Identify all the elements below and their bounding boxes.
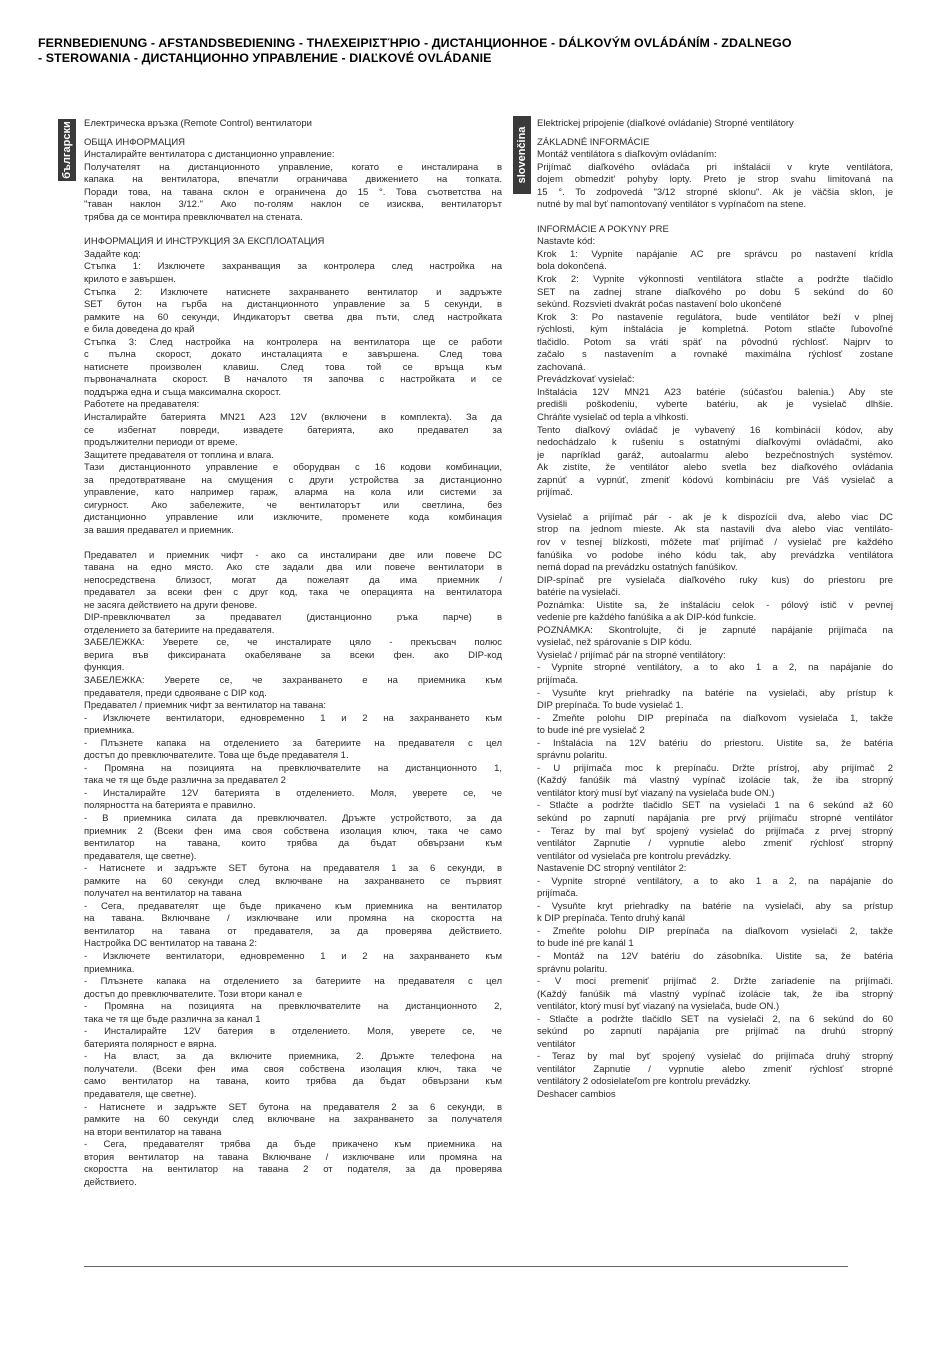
text-line: Tento diaľkový ovládač je vybavený 16 kombinácií kódov, aby — [537, 424, 893, 436]
text-line: е била доведена до край — [84, 324, 195, 336]
text-line: (Každý fanúšik má vlastný vypínač izolácie tak, že iba stropný — [537, 775, 893, 787]
text-line: Електрическа връзка (Remote Control) вентилатори — [84, 118, 312, 129]
text-line: prijímač. — [537, 487, 573, 499]
text-line: предавател за всеки фен с друг код, така че операцията на вентилатора — [84, 587, 502, 599]
text-line: за вашия предавател и приемник. — [84, 524, 234, 536]
text-line: - Натиснете и задръжте SET бутона на предавателя 1 за 6 секунди, в — [84, 863, 502, 875]
text-line: prijímača. — [537, 888, 579, 900]
text-line: - На власт, за да включите приемника, 2. Дръжте телефона на — [84, 1051, 502, 1063]
text-line: тавана на едно място. Ако сте задали два или повече вентилатори в — [84, 562, 502, 574]
text-line: "таван наклон 3/12." Ако по-голям наклон се изисква, вентилаторът — [84, 199, 502, 211]
text-line: sekúnd. Rozsvieti dvakrát počas nastavení bolo ukončené — [537, 299, 782, 311]
text-line: ventilátor, ktorý musí byť viazaný na vysielača, bude ON.) — [537, 1001, 780, 1013]
text-line: nemá dopad na prevádzku ostatných fanúšikov. — [537, 562, 738, 574]
text-line: поддържа една и съща максимална скорост. — [84, 386, 281, 398]
text-line: - Vysuňte kryt priehradky na batérie na vysielači, aby prístup k — [537, 687, 893, 699]
text-line: DIP-превключвател за предавател (дистанционно ръка парче) в — [84, 612, 502, 624]
text-line: Инсталирайте вентилатора с дистанционно управление: — [84, 149, 335, 161]
text-line: - Teraz by mal byť spojený vysielač do prijímača druhý stropný — [537, 1051, 893, 1063]
text-line: Стъпка 2: Изключете натиснете захранването вентилатор и задръжте — [84, 286, 502, 298]
text-line: Krok 1: Vypnite napájanie AC pre správcu po nastavení krídla — [537, 248, 893, 260]
text-line: (Každý fanúšik má vlastný vypínač izolácie tak, že iba stropný — [537, 988, 893, 1000]
right-paragraph-1 — [537, 137, 893, 212]
language-tab-label: slovenčina — [516, 126, 528, 184]
text-line: Vysielač a prijímač pár - ak je k dispozícii dva, alebo viac DC — [537, 511, 893, 523]
text-line: INFORMÁCIE A POKYNY PRE — [537, 223, 669, 235]
right-paragraph-2 — [537, 224, 893, 500]
text-line: - Натиснете и задръжте SET бутона на предавателя 2 за 6 секунди, в — [84, 1101, 502, 1113]
text-line: ЗАБЕЛЕЖКА: Уверете се, че захранването е на приемника към — [84, 674, 502, 686]
text-line: Стъпка 1: Изключете захранващия за контролера след настройка на — [84, 261, 502, 273]
text-line: fanúšika vo podobe iného kódu tak, aby prevádzka ventilátora — [537, 549, 893, 561]
paragraph-gap — [84, 538, 502, 550]
text-line: ventilátor Zapnutie / vypnutie alebo zmeniť rýchlosť stropné — [537, 1063, 893, 1075]
text-line: Prevádzkovať vysielač: — [537, 374, 635, 386]
language-tab-bulgarian — [58, 119, 76, 181]
text-line: Получателят на дистанционното управление, когато е инсталирана в — [84, 161, 502, 173]
text-line: rov v tesnej blízkosti, môžete mať prijímač / vysielač pre každého — [537, 536, 893, 548]
right-paragraph-0 — [537, 118, 893, 131]
text-line: на тавана. Включване / изключване или промяна на скоростта на — [84, 913, 502, 925]
text-line: крилото е завършен. — [84, 274, 176, 286]
text-line: батерията полярност е вярна. — [84, 1038, 217, 1050]
text-line: предавателя, ще светне). — [84, 850, 197, 862]
text-line: се избегнат повреди, извадете батерията, ако предавател за — [84, 424, 502, 436]
text-line: - Teraz by mal byť spojený vysielač do prijímača z prvej stropný — [537, 825, 893, 837]
text-line: - Сега, предавателят трябва да бъде прикачено към приемника на — [84, 1139, 502, 1151]
text-line: SET бутон на гърба на дистанционното управление за 5 секунди, в — [84, 299, 502, 311]
text-line: - Vypnite stropné ventilátory, a to ako 1 a 2, na napájanie do — [537, 875, 893, 887]
text-line: - Inštalácia na 12V batériu do priestoru. Uistite sa, že batéria — [537, 737, 893, 749]
text-line: предавателя, ще светне). — [84, 1089, 197, 1101]
text-line: - В приемника силата да превключвател. Дръжте устройството, за да — [84, 812, 502, 824]
text-line: Настройка DC вентилатор на тавана 2: — [84, 938, 257, 950]
text-line: дистанционно управление или изключите, променете кода комбинация — [84, 512, 502, 524]
text-line: приемник 2 (Всеки фен има своя собствена изолация ключ, така че само — [84, 825, 502, 837]
text-line: - Промяна на позицията на превключвателите на дистанционното 1, — [84, 762, 502, 774]
text-line: полярността на батерията е правилно. — [84, 800, 256, 812]
text-line: получател на вентилатор на тавана — [84, 888, 242, 900]
bulgarian-column — [84, 118, 502, 1189]
text-line: отделението за батериите на предавателя. — [84, 624, 275, 636]
text-line: je napríklad garáž, autoalarmu alebo bezpečnostných systémov. — [537, 449, 893, 461]
text-line: така че тя ще бъде различна за предавател 2 — [84, 775, 286, 787]
text-line: - Montáž na 12V batériu do zásobníka. Uistite sa, že batéria — [537, 951, 893, 962]
text-line: Krok 2: Vypnite výkonnosti ventilátora stlačte a podržte tlačidlo — [537, 274, 893, 286]
text-line: ventilátor — [537, 1038, 576, 1050]
paragraph-gap — [537, 500, 893, 512]
text-line: - Vysuňte kryt priehradky na batérie na vysielači, aby sa prístup — [537, 900, 893, 912]
text-line: - Сега, предавателят ще бъде прикачено към приемника на вентилатор — [84, 900, 502, 912]
paragraph-gap — [84, 224, 502, 236]
text-line: рамките на 60 секунди след включване на захранването се първият — [84, 875, 502, 887]
footer-rule — [84, 1266, 848, 1267]
text-line: Deshacer cambios — [537, 1089, 616, 1101]
left-paragraph-0 — [84, 118, 502, 131]
text-line: - Zmeňte polohu DIP prepínača na diaľkovom vysielači 2, takže — [537, 925, 893, 937]
text-line: приемника. — [84, 725, 135, 737]
text-line: Inštalácia 12V MN21 A23 batérie (súčasťou balenia.) Aby ste — [537, 386, 893, 398]
text-line: не засяга действието на други фенове. — [84, 599, 258, 611]
text-line: nutné by mal byť namontovaný ventilátor s vypínačom na stene. — [537, 199, 807, 211]
text-line: ИНФОРМАЦИЯ И ИНСТРУКЦИЯ ЗА ЕКСПЛОАТАЦИЯ — [84, 236, 325, 248]
text-line: - Stlačte a podržte tlačidlo SET na vysielači 2, na 6 sekúnd do 60 — [537, 1013, 893, 1025]
text-line: bola dokončená. — [537, 261, 607, 273]
text-line: POZNÁMKA: Skontrolujte, či je zapnuté napájanie prijímača na — [537, 624, 893, 636]
page-header — [38, 36, 943, 65]
text-line: ЗАБЕЛЕЖКА: Уверете се, че инсталирате цяло - прекъсвач полюс — [84, 637, 502, 649]
text-line: Prijímač diaľkového ovládača pri inštalácii v kryte ventilátora, — [537, 161, 893, 173]
text-line: Инсталирайте батерията MN21 A23 12V (включени в комплекта). За да — [84, 412, 502, 424]
text-line: - Zmeňte polohu DIP prepínača na diaľkovom vysielača 1, takže — [537, 712, 893, 724]
text-line: k DIP prepínača. Tento druhý kanál — [537, 913, 686, 925]
text-line: сигурност. Ако забележите, че вентилаторът или светлина, без — [84, 499, 502, 511]
text-line: - Stlačte a podržte tlačidlo SET na vysielači 1 na 6 sekúnd až 60 — [537, 800, 893, 812]
text-line: vedenie pre každého fanúšika a ak DIP-kód funkcie. — [537, 612, 757, 624]
text-line: predišli poškodeniu, vyberte batériu, ak je vysielač dlhšie. — [537, 399, 893, 411]
text-line: вентилатор на тавана, които трябва да бъдат обвързани към — [84, 838, 502, 850]
header-line-1: FERNBEDIENUNG - AFSTANDSBEDIENING - ΤΗΛΕΧΕΙΡΙΣΤΉΡΙΟ - ДИСТАНЦИОННОЕ - DÁLKOVÝM OVLÁDÁNÍM - ZDALNEGO — [38, 36, 792, 50]
left-paragraph-2 — [84, 236, 502, 537]
text-line: Поради това, на тавана склон е ограничена до 15 °. Това съответства на — [84, 186, 502, 198]
text-line: DIP prepínača. To bude vysielač 1. — [537, 700, 684, 712]
text-line: ventilátor od vysielača pre kontrolu prevádzky. — [537, 850, 732, 862]
text-line: Vysielač / prijímač pár na stropné ventilátory: — [537, 649, 726, 661]
text-line: Krok 3: Po nastavenie regulátora, bude ventilátor beží v plnej — [537, 311, 893, 323]
text-line: Nastavenie DC stropný ventilátor 2: — [537, 863, 687, 875]
text-line: - Инсталирайте 12V батерията в отделението. Моля, уверете се, че — [84, 787, 502, 799]
text-line: 15 °. To zodpovedá "3/12 stropné sklonu". Ak je väčšia sklon, je — [537, 186, 893, 198]
text-line: to bude iné pre vysielač 2 — [537, 725, 645, 737]
text-line: strop na jednom mieste. Ak sta nastavili dva alebo viac ventiláto- — [537, 524, 893, 536]
text-line: - Плъзнете капака на отделението за батериите на предавателя с цел — [84, 737, 502, 749]
text-line: Защитете предавателя от топлина и влага. — [84, 449, 274, 461]
header-line-2: - STEROWANIA - ДИСТАНЦИОННО УПРАВЛЕНИЕ - DIAĽKOVÉ OVLÁDANIE — [38, 50, 492, 65]
left-paragraph-3 — [84, 550, 502, 1190]
text-line: приемника. — [84, 963, 135, 975]
text-line: prijímača. — [537, 674, 579, 686]
text-line: vysielač, než spárovanie s DIP kódu. — [537, 637, 693, 649]
text-line: SET na zadnej strane diaľkového po dobu 5 sekúnd do 60 — [537, 286, 893, 298]
text-line: така че тя ще бъде различна за канал 1 — [84, 1013, 261, 1025]
text-line: sekúnd po zapnutí napájania pre prvý prijímaču stropné ventilátor — [537, 812, 893, 824]
text-line: Chráňte vysielač od tepla a vlhkosti. — [537, 412, 689, 424]
text-line: управление, като например гараж, аларма на кола или системи за — [84, 487, 502, 499]
text-line: с пълна скорост, докато инсталацията е завършена. След това — [84, 349, 502, 361]
text-line: Стъпка 3: След настройка на контролера на вентилатора ще се работи — [84, 336, 502, 348]
text-line: натиснете произволен клавиш. След това той се връща към — [84, 361, 502, 373]
text-line: ventilátor ktorý musí byť viazaný na vysielača bude ON.) — [537, 787, 775, 799]
text-line: Предавател / приемник чифт за вентилатор на тавана: — [84, 700, 327, 712]
text-line: Предавател и приемник чифт - ако са инсталирани две или повече DC — [84, 549, 502, 561]
paragraph-gap — [537, 212, 893, 224]
text-line: - Изключете вентилатори, едновременно 1 и 2 на захранването към — [84, 712, 502, 724]
text-line: tlačidlo. Potom sa vráti späť na pôvodnú rýchlosť. Najprv to — [537, 336, 893, 348]
language-tab-slovak — [513, 116, 531, 194]
text-line: to bude iné pre kanál 1 — [537, 938, 634, 950]
text-line: действието. — [84, 1176, 137, 1188]
text-line: Montáž ventilátora s diaľkovým ovládaním: — [537, 149, 717, 161]
text-line: рамките на 60 секунди след включване на захранването за получателя — [84, 1114, 502, 1126]
text-line: достъп до превключвателите. Това ще бъде предавателя 1. — [84, 750, 349, 762]
text-line: DIP-spínač pre vysielača diaľkového ruky kus) do priestoru pre — [537, 574, 893, 586]
text-line: zachovaná. — [537, 361, 586, 373]
text-line: - U prijímača moc k prepínaču. Držte prístroj, aby prijímač 2 — [537, 762, 893, 774]
text-line: správnu polaritu. — [537, 750, 608, 762]
text-line: втория вентилатор на тавана Включване / изключване или промяна на — [84, 1151, 502, 1163]
text-line: продължителни периоди от време. — [84, 437, 238, 449]
text-line: предавателя, преди сдвояване с DIP код. — [84, 687, 267, 699]
text-line: ventilátory 2 odosielateľom pre kontrolu prevádzky. — [537, 1076, 751, 1088]
text-line: получатели. (Всеки фен има своя собствена изолация ключ, така че — [84, 1063, 502, 1075]
language-tab-label: български — [61, 121, 73, 179]
text-line: първоначалната скорост. В началото тя започва с настройката и се — [84, 374, 502, 386]
text-line: ventilátor Zapnutie / vypnutie alebo zmeniť rýchlosť stropný — [537, 838, 893, 850]
text-line: достъп до превключвателите. Този втори канал е — [84, 988, 303, 1000]
text-line: batérie na vysielači. — [537, 587, 621, 599]
text-line: - Плъзнете капака на отделението за батериите на предавателя с цел — [84, 976, 502, 988]
text-line: Elektrickej pripojenie (diaľkové ovládanie) Stropné ventilátory — [537, 118, 794, 129]
text-line: - Изключете вентилатори, едновременно 1 и 2 на захранването към — [84, 951, 502, 962]
text-line: верига във фиксираната окабеляване за всеки фен. ако DIP-код — [84, 649, 502, 661]
left-paragraph-1 — [84, 137, 502, 225]
text-line: вентилатор на тавана от предавателя, за да проверява действието. — [84, 925, 502, 937]
text-line: zapnúť a vypnúť, zmeniť kódovú kombináciu pre Váš vysielač a — [537, 474, 893, 486]
text-line: nedochádzalo k rušeniu s ostatnými diaľkovými ovládačmi, ako — [537, 437, 893, 449]
text-line: správnu polaritu. — [537, 963, 608, 975]
text-line: Задайте код: — [84, 248, 141, 260]
text-line: sekúnd po zapnutí napájania pre prijímač na druhú stropný — [537, 1026, 893, 1038]
text-line: функция. — [84, 662, 125, 674]
text-line: непосредствена близост, могат да пожелаят да има приемник / — [84, 574, 502, 586]
text-line: само вентилатор на тавана, които трябва да бъдат обвързани към — [84, 1076, 502, 1088]
text-line: капака на вентилатора, впечатли ограничава движението на топката. — [84, 174, 502, 186]
text-line: Poznámka: Uistite sa, že inštaláciu celok - pólový istič v pevnej — [537, 599, 893, 611]
text-line: ZÁKLADNÉ INFORMÁCIE — [537, 136, 650, 148]
text-line: rýchlosti, kým inštalácia je kompletná. Potom stlačte ľubovoľné — [537, 324, 893, 336]
text-line: на втори вентилатор на тавана — [84, 1126, 222, 1138]
text-line: - Инсталирайте 12V батерия в отделението. Моля, уверете се, че — [84, 1026, 502, 1038]
right-paragraph-3 — [537, 512, 893, 1102]
text-line: - Промяна на позицията на превключвателите на дистанционното 2, — [84, 1001, 502, 1013]
text-line: трябва да се монтира превключвател на стената. — [84, 211, 303, 223]
text-line: - V moci premeniť prijímač 2. Držte zariadenie na prijímači. — [537, 976, 893, 988]
text-line: Тази дистанционното управление е оборудван с 16 кодови комбинации, — [84, 462, 502, 474]
text-line: Работете на предавателя: — [84, 399, 200, 411]
text-line: рамките на 60 секунди, Индикаторът светва два пъти, след настройката — [84, 311, 502, 323]
text-line: Nastavte kód: — [537, 236, 596, 248]
slovak-column — [537, 118, 893, 1102]
text-line: Ak zistíte, že ventilátor alebo svetla bez diaľkového ovládania — [537, 462, 893, 474]
text-line: začalo s nastavením a rovnaké maximálna rýchlosť zostane — [537, 349, 893, 361]
text-line: ОБЩА ИНФОРМАЦИЯ — [84, 136, 186, 148]
text-line: dojem obmedzit' pohyby lopty. Preto je strop svahu limitovaná na — [537, 174, 893, 186]
text-line: - Vypnite stropné ventilátory, a to ako 1 a 2, na napájanie do — [537, 662, 893, 674]
text-line: за предотвратяване на смущения с други устройства за дистанционно — [84, 474, 502, 486]
text-line: скоростта на вентилатор на тавана 2 от подателя, за да проверява — [84, 1164, 502, 1176]
